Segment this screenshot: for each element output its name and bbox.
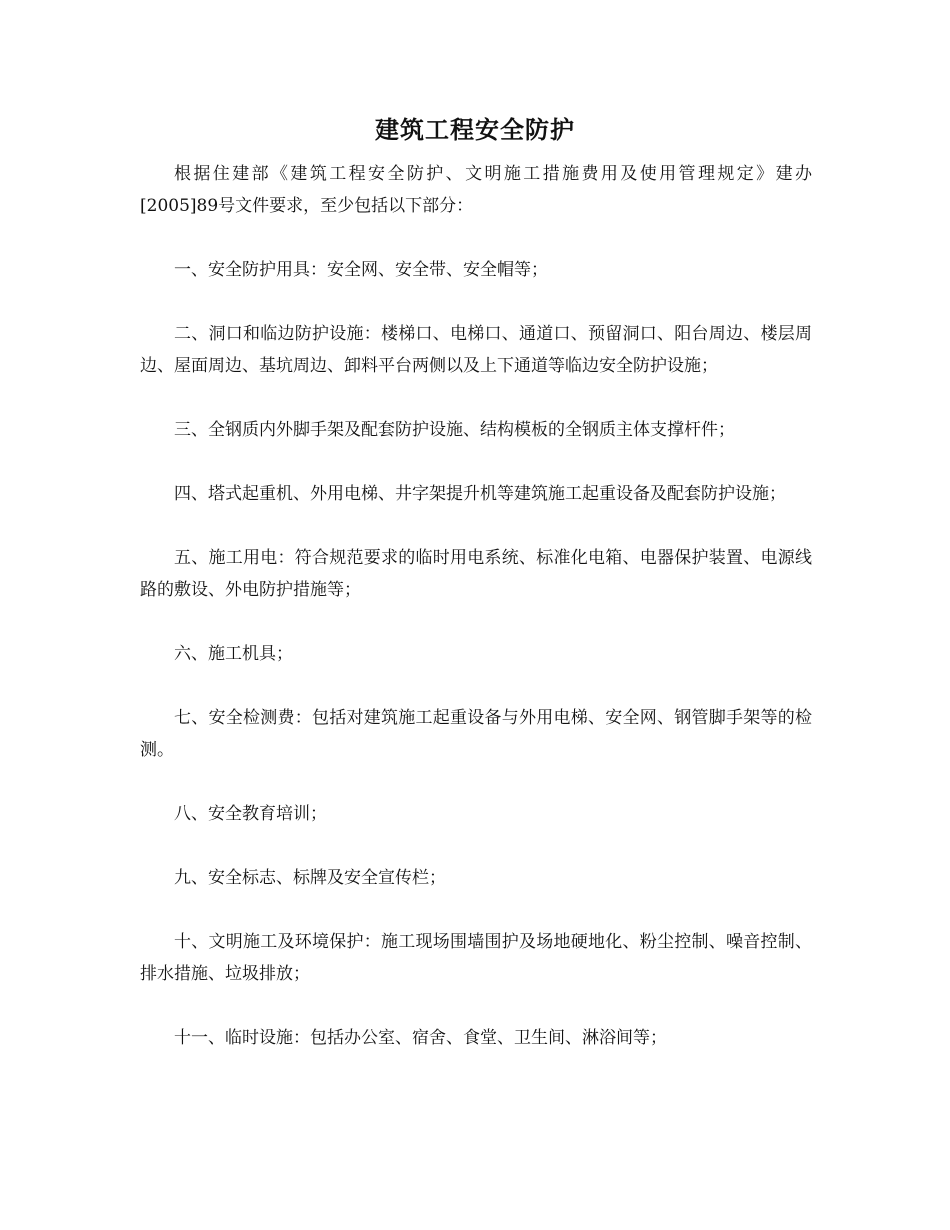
- paragraph-spacer: [140, 894, 812, 926]
- item-2: 二、洞口和临边防护设施：楼梯口、电梯口、通道口、预留洞口、阳台周边、楼层周边、屋面周边、基坑周边、卸料平台两侧以及上下通道等临边安全防护设施；: [140, 324, 812, 376]
- item-9: 九、安全标志、标牌及安全宣传栏；: [174, 868, 446, 888]
- paragraph-spacer: [140, 606, 812, 638]
- document-title: 建筑工程安全防护: [375, 115, 575, 144]
- paragraph-spacer: [140, 830, 812, 862]
- paragraph-spacer: [140, 222, 812, 254]
- item-10: 十、文明施工及环境保护：施工现场围墙围护及场地硬地化、粉尘控制、噪音控制、排水措施、垃圾排放；: [140, 932, 812, 984]
- paragraph-spacer: [140, 446, 812, 478]
- document-body: [140, 158, 812, 1054]
- item-4: 四、塔式起重机、外用电梯、井字架提升机等建筑施工起重设备及配套防护设施；: [174, 484, 786, 504]
- paragraph-spacer: [140, 670, 812, 702]
- paragraph-spacer: [140, 382, 812, 414]
- item-11: 十一、临时设施：包括办公室、宿舍、食堂、卫生间、淋浴间等；: [174, 1028, 667, 1048]
- item-7: 七、安全检测费：包括对建筑施工起重设备与外用电梯、安全网、钢管脚手架等的检测。: [140, 708, 812, 760]
- paragraph-spacer: [140, 510, 812, 542]
- item-6: 六、施工机具；: [174, 644, 293, 664]
- intro-paragraph: 根据住建部《建筑工程安全防护、文明施工措施费用及使用管理规定》建办[2005]89号文件要求，至少包括以下部分：: [140, 164, 812, 216]
- item-8: 八、安全教育培训；: [174, 804, 327, 824]
- paragraph-spacer: [140, 990, 812, 1022]
- item-1: 一、安全防护用具：安全网、安全带、安全帽等；: [174, 260, 548, 280]
- item-3: 三、全钢质内外脚手架及配套防护设施、结构模板的全钢质主体支撑杆件；: [174, 420, 735, 440]
- paragraph-spacer: [140, 766, 812, 798]
- paragraph-spacer: [140, 286, 812, 318]
- item-5: 五、施工用电：符合规范要求的临时用电系统、标准化电箱、电器保护装置、电源线路的敷设、外电防护措施等；: [140, 548, 812, 600]
